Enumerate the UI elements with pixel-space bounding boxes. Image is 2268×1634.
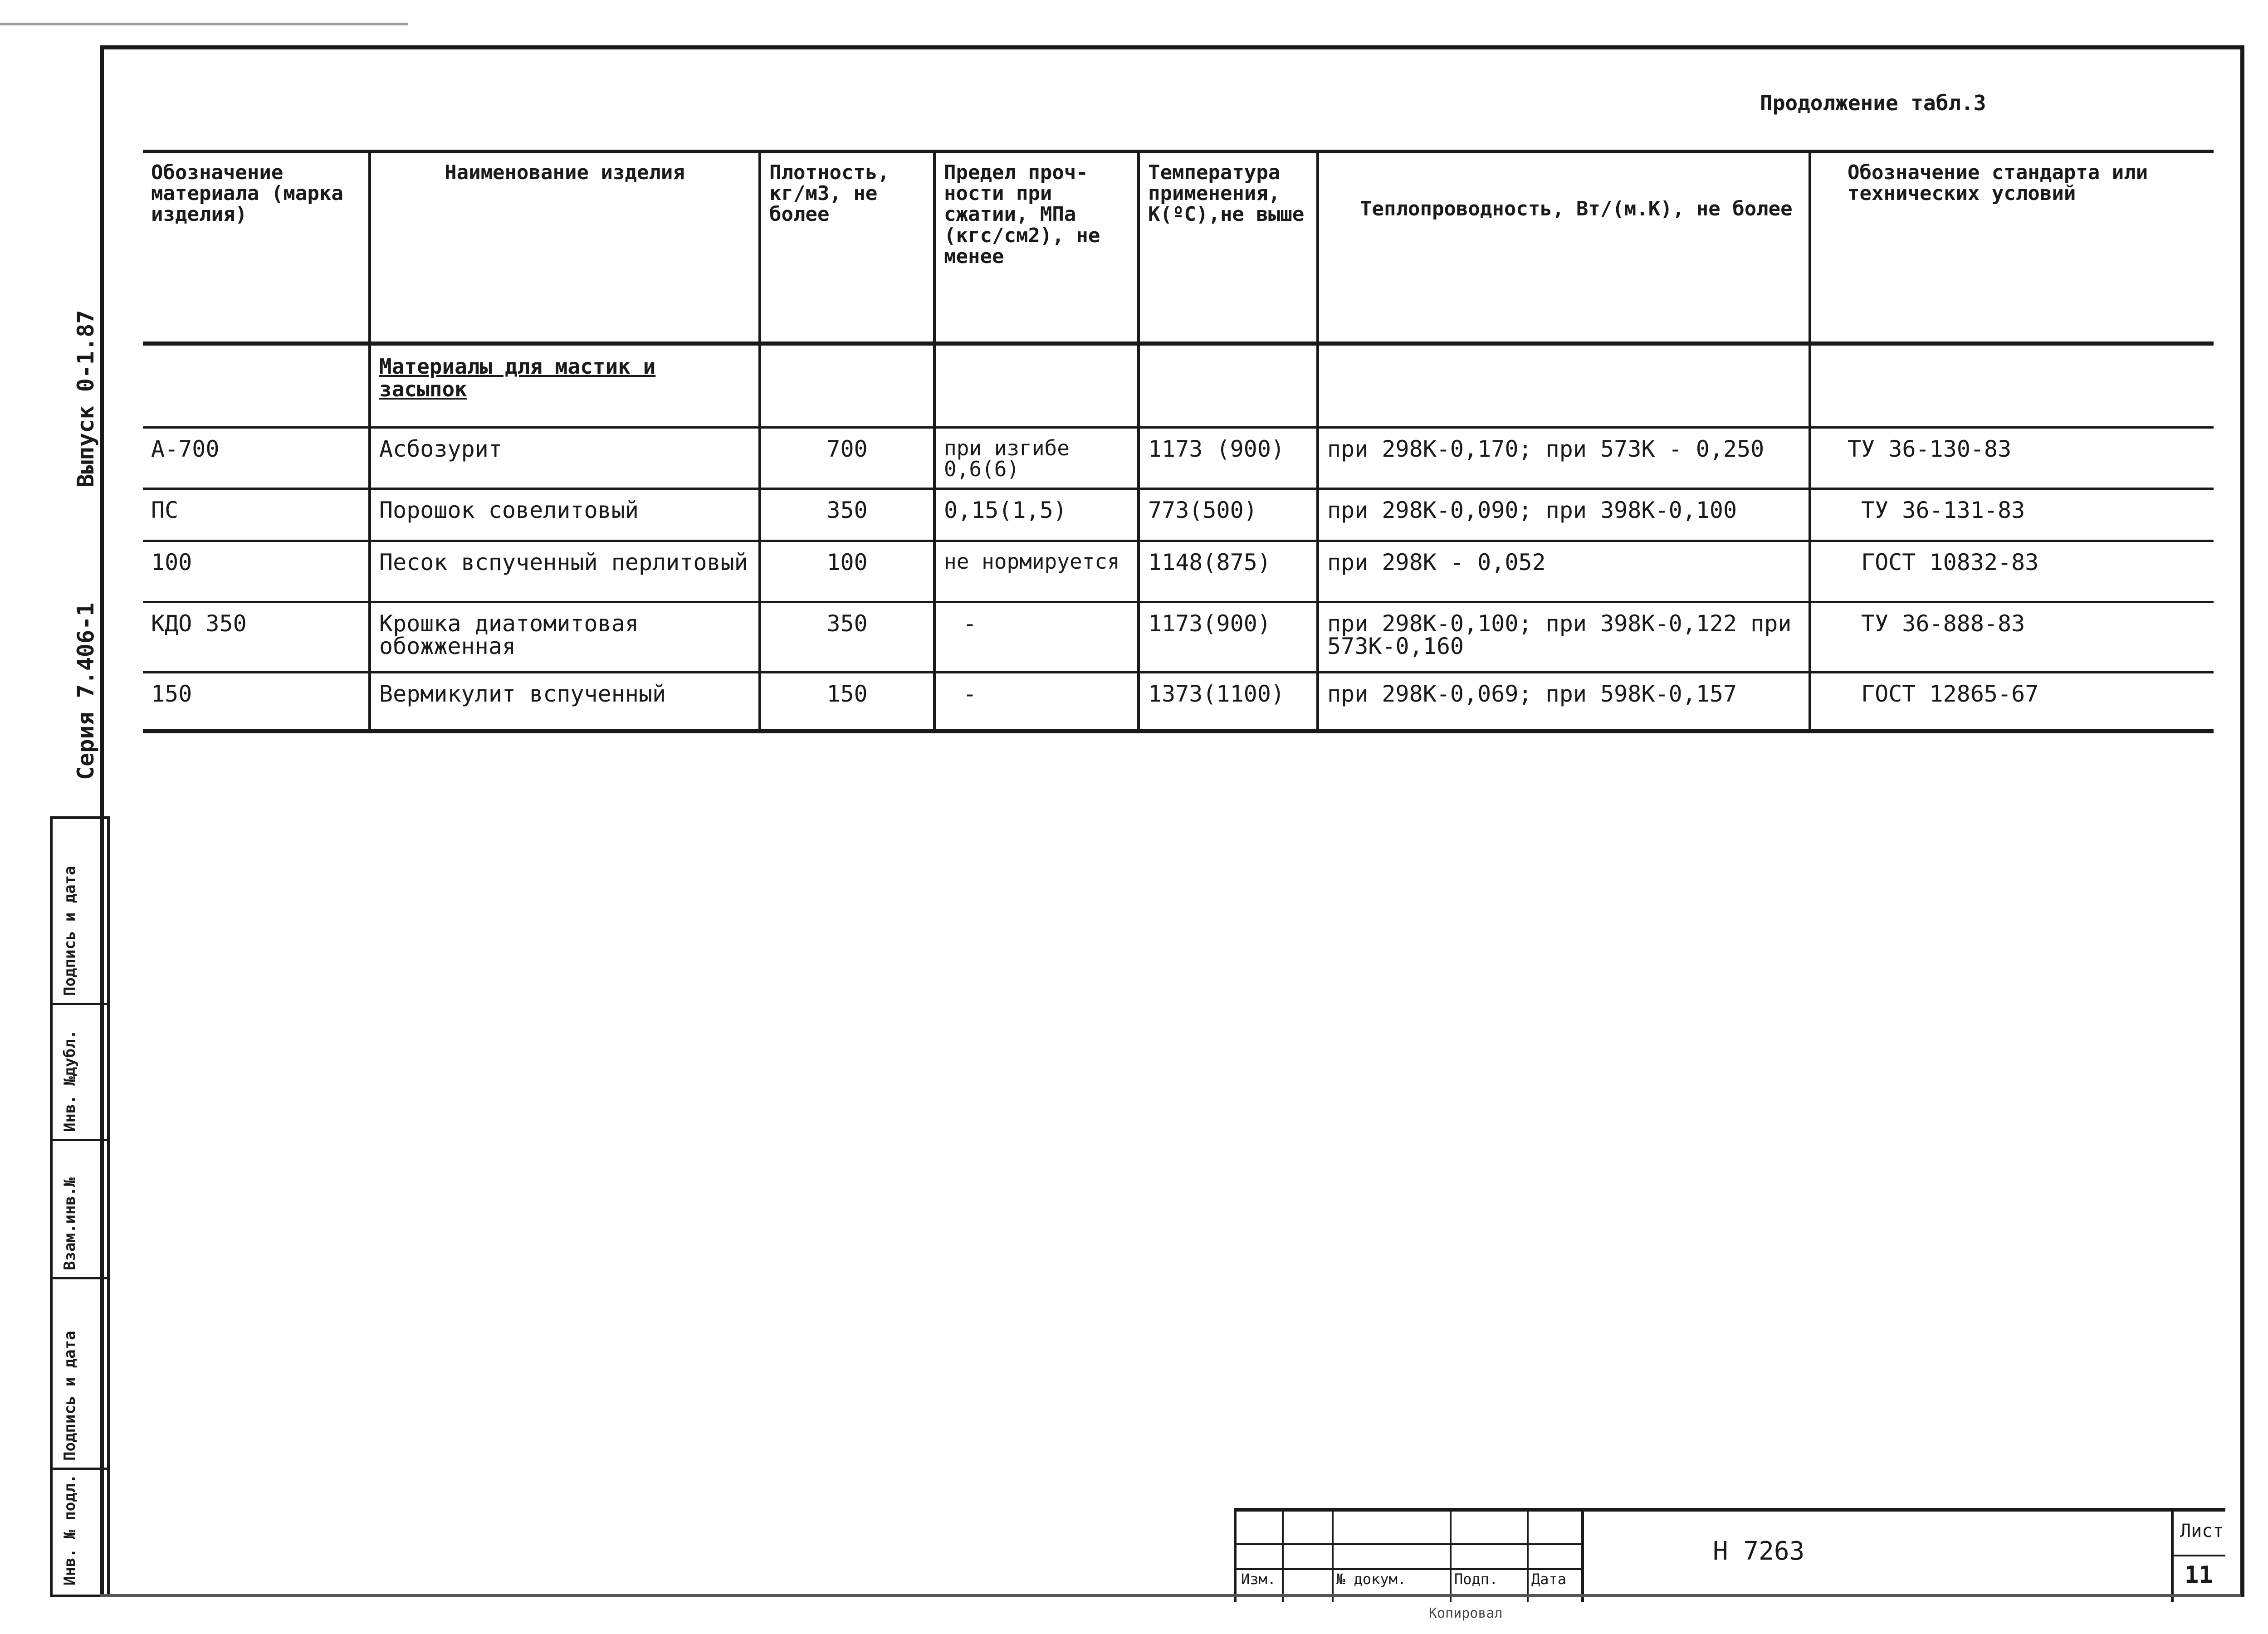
copied-by-label: Копировал bbox=[1429, 1605, 1503, 1621]
col-header-standard: Обозначение стандарта или технических условий bbox=[1810, 151, 2214, 344]
cell-strength: 0,15(1,5) bbox=[934, 489, 1139, 541]
cell-density: 350 bbox=[760, 602, 934, 673]
tb-col-label: Подп. bbox=[1454, 1571, 1498, 1588]
cell-density: 100 bbox=[760, 541, 934, 602]
tb-col-label: № докум. bbox=[1336, 1571, 1407, 1588]
table-row bbox=[143, 541, 2214, 602]
table-row bbox=[143, 428, 2214, 489]
bottom-edge bbox=[100, 1594, 2241, 1597]
cell-standard: ГОСТ 12865-67 bbox=[1810, 673, 2214, 732]
cell-density: 700 bbox=[760, 428, 934, 489]
cell-conductivity: при 298К-0,100; при 398К-0,122 при 573К-0,160 bbox=[1318, 602, 1810, 673]
cell-standard: ТУ 36-888-83 bbox=[1810, 602, 2214, 673]
stamp-label: Взам.инв.№ bbox=[61, 1177, 79, 1270]
cell-temperature: 1148(875) bbox=[1139, 541, 1318, 602]
cell-temperature: 1373(1100) bbox=[1139, 673, 1318, 732]
cell-conductivity: при 298К-0,090; при 398К-0,100 bbox=[1318, 489, 1810, 541]
materials-table bbox=[143, 150, 2214, 733]
document-number: Н 7263 bbox=[1713, 1536, 1805, 1566]
tb-col-label: Дата bbox=[1531, 1571, 1567, 1588]
margin-stamp bbox=[50, 816, 110, 1597]
sheet-label: Лист bbox=[2180, 1521, 2224, 1541]
issue-label: Выпуск 0-1.87 bbox=[73, 310, 99, 488]
cell-name: Асбозурит bbox=[370, 428, 760, 489]
stamp-label: Инв. № подл. bbox=[61, 1474, 79, 1585]
table-header-row bbox=[143, 151, 2214, 344]
tb-col-label: Изм. bbox=[1241, 1571, 1276, 1588]
continuation-label: Продолжение табл.3 bbox=[1760, 91, 1986, 115]
cell-mark: КДО 350 bbox=[143, 602, 370, 673]
cell-standard: ГОСТ 10832-83 bbox=[1810, 541, 2214, 602]
col-header-name: Наименование изделия bbox=[370, 151, 760, 344]
stamp-label: Подпись и дата bbox=[61, 1331, 79, 1461]
table-row bbox=[143, 602, 2214, 673]
cell-name: Крошка диатомитовая обожженная bbox=[370, 602, 760, 673]
cell-temperature: 773(500) bbox=[1139, 489, 1318, 541]
col-header-temperature: Температура применения, К(ºС),не выше bbox=[1139, 151, 1318, 344]
table-row bbox=[143, 489, 2214, 541]
table-row bbox=[143, 673, 2214, 732]
section-row bbox=[143, 344, 2214, 428]
cell-conductivity: при 298К-0,170; при 573К - 0,250 bbox=[1318, 428, 1810, 489]
cell-mark: 150 bbox=[143, 673, 370, 732]
sheet-number: 11 bbox=[2185, 1561, 2213, 1589]
cell-mark: ПС bbox=[143, 489, 370, 541]
cell-name: Порошок совелитовый bbox=[370, 489, 760, 541]
cell-density: 350 bbox=[760, 489, 934, 541]
stamp-label: Инв. №дубл. bbox=[61, 1029, 79, 1132]
col-header-density: Плотность, кг/м3, не более bbox=[760, 151, 934, 344]
section-title: Материалы для мастик и засыпок bbox=[370, 344, 760, 428]
series-label: Серия 7.406-1 bbox=[73, 602, 99, 780]
title-block bbox=[1234, 1508, 2225, 1602]
top-edge-mark bbox=[0, 23, 408, 25]
cell-strength: - bbox=[934, 673, 1139, 732]
col-header-strength: Предел проч- ности при сжатии, МПа (кгс/см2), не менее bbox=[934, 151, 1139, 344]
cell-name: Песок вспученный перлитовый bbox=[370, 541, 760, 602]
cell-conductivity: при 298К - 0,052 bbox=[1318, 541, 1810, 602]
cell-standard: ТУ 36-131-83 bbox=[1810, 489, 2214, 541]
cell-strength: - bbox=[934, 602, 1139, 673]
cell-conductivity: при 298К-0,069; при 598К-0,157 bbox=[1318, 673, 1810, 732]
cell-mark: 100 bbox=[143, 541, 370, 602]
cell-temperature: 1173(900) bbox=[1139, 602, 1318, 673]
col-header-mark: Обозначение материала (марка изделия) bbox=[143, 151, 370, 344]
cell-strength: при изгибе 0,6(6) bbox=[934, 428, 1139, 489]
cell-temperature: 1173 (900) bbox=[1139, 428, 1318, 489]
stamp-label: Подпись и дата bbox=[61, 866, 79, 996]
cell-strength: не нормируется bbox=[934, 541, 1139, 602]
cell-name: Вермикулит вспученный bbox=[370, 673, 760, 732]
cell-mark: А-700 bbox=[143, 428, 370, 489]
cell-standard: ТУ 36-130-83 bbox=[1810, 428, 2214, 489]
col-header-conductivity: Теплопроводность, Вт/(м.К), не более bbox=[1318, 151, 1810, 344]
cell-density: 150 bbox=[760, 673, 934, 732]
